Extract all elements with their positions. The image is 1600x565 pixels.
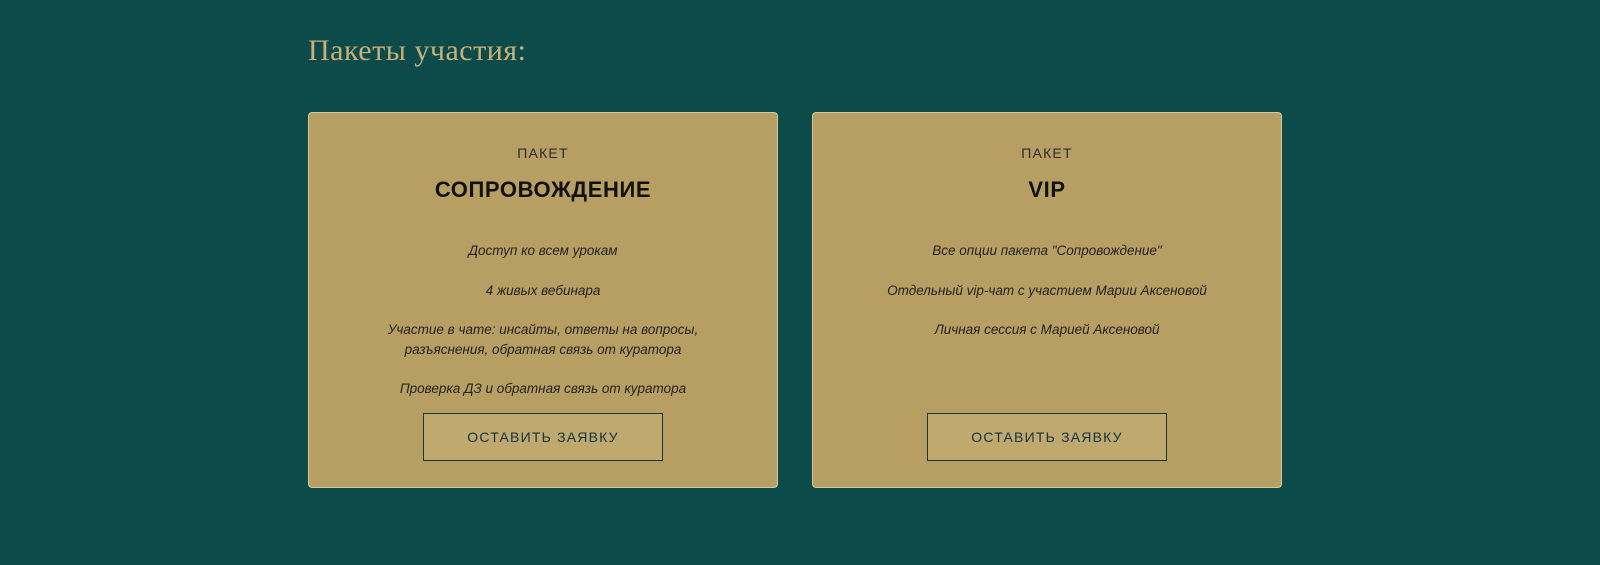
card-title: СОПРОВОЖДЕНИЕ [434,177,652,202]
feature-list [839,241,1255,340]
card-title: VIP [1028,177,1066,202]
submit-request-button[interactable]: ОСТАВИТЬ ЗАЯВКУ [927,413,1167,461]
pricing-card-soprovozhdenie [308,112,778,488]
list-item: Проверка ДЗ и обратная связь от куратора [399,381,687,397]
list-item: 4 живых вебинара [485,282,601,298]
cta-wrapper [839,413,1255,461]
list-item: Все опции пакета "Сопровождение" [932,243,1162,258]
card-kicker: ПАКЕТ [1021,145,1073,161]
list-item: Отдельный vip-чат с участием Марии Аксеновой [887,282,1207,298]
list-item: Доступ ко всем урокам [468,243,618,258]
pricing-cards-row [308,112,1282,488]
submit-request-button[interactable]: ОСТАВИТЬ ЗАЯВКУ [423,413,663,461]
cta-wrapper [335,413,751,461]
section-title: Пакеты участия: [308,34,527,67]
list-item: Личная сессия с Марией Аксеновой [934,322,1160,338]
pricing-card-vip [812,112,1282,488]
feature-list [335,241,751,399]
list-item: Участие в чате: инсайты, ответы на вопросы, разъяснения, обратная связь от куратора [387,322,699,357]
card-kicker: ПАКЕТ [517,145,569,161]
